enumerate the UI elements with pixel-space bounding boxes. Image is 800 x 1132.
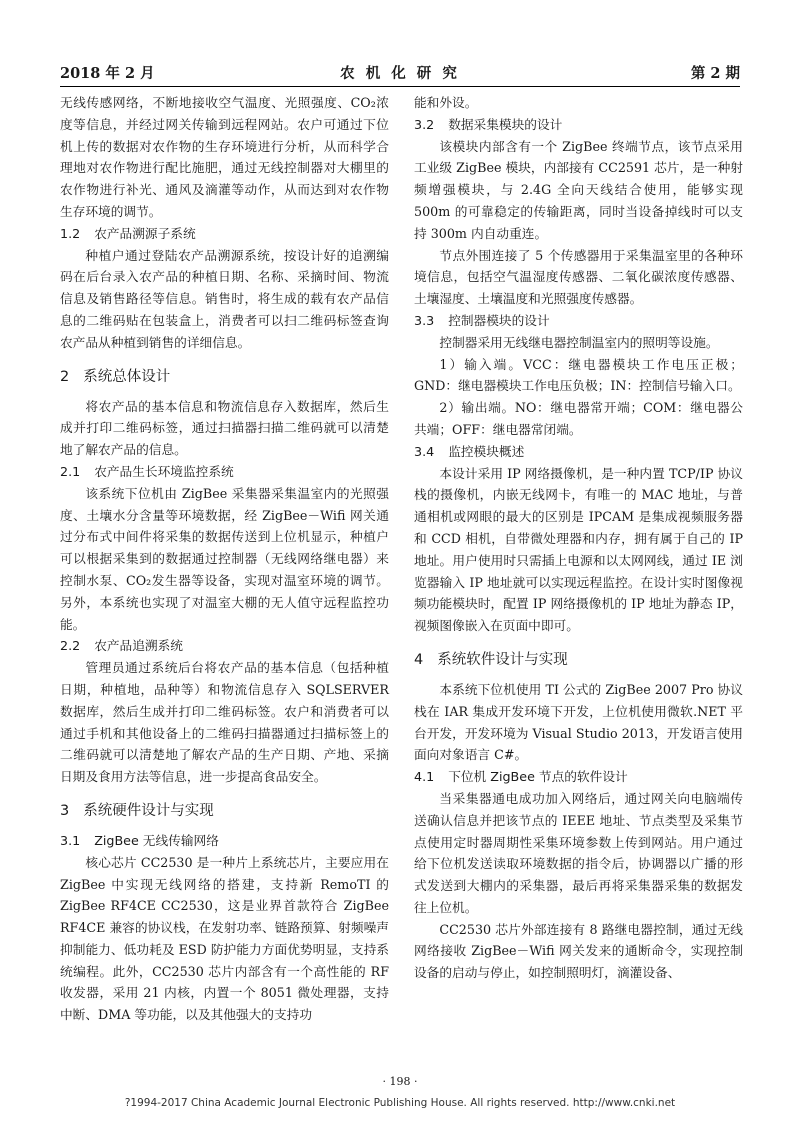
subsection-heading bbox=[60, 223, 389, 245]
header-issue: 第 2 期 bbox=[690, 65, 740, 82]
right-column bbox=[414, 92, 743, 984]
subsection-heading bbox=[414, 441, 743, 463]
subsection-heading bbox=[60, 461, 389, 483]
heading-number: 3.1 bbox=[60, 832, 81, 848]
paragraph: 核心芯片 CC2530 是一种片上系统芯片，主要应用在 ZigBee 中实现无线网络的搭建，支持新 RemoTI 的 ZigBee RF4CE CC2530，这是业界首款符合 ZigBee RF4CE 兼容的协议栈，在发射功率、链路预算、射频噪声抑制能力、低功耗及 ESD 防护能力方面优势明显，支持系统编程。此外，CC2530 芯片内部含有一个高性能的 RF 收发器，采用 21 内核，内置一个 8051 微处理器，支持中断、DMA 等功能，以及其他强大的支持功 bbox=[60, 854, 389, 1023]
heading-text: 系统硬件设计与实现 bbox=[83, 802, 214, 819]
heading-number: 4.1 bbox=[414, 769, 435, 785]
heading-text: 系统软件设计与实现 bbox=[437, 651, 568, 668]
header-journal-title: 农 机 化 研 究 bbox=[340, 65, 460, 82]
paragraph: 1）输入端。VCC：继电器模块工作电压正极；GND：继电器模块工作电压负极；IN：控制信号输入口。 bbox=[414, 356, 743, 394]
running-header bbox=[60, 58, 740, 84]
heading-number: 3.2 bbox=[414, 116, 435, 132]
heading-text: ZigBee 无线传输网络 bbox=[94, 832, 219, 848]
paragraph: 节点外围连接了 5 个传感器用于采集温室里的各种环境信息，包括空气温湿度传感器、二氧化碳浓度传感器、土壤湿度、土壤温度和光照强度传感器。 bbox=[414, 247, 743, 307]
heading-number: 3.3 bbox=[414, 312, 435, 328]
paragraph: 种植户通过登陆农产品溯源系统，按设计好的追溯编码在后台录入农产品的种植日期、名称、采摘时间、物流信息及销售路径等信息。销售时，将生成的载有农产品信息的二维码贴在包装盒上，消费者可以扫二维码标签查询农产品从种植到销售的详细信息。 bbox=[60, 247, 389, 350]
header-rule bbox=[60, 86, 740, 87]
heading-text: 系统总体设计 bbox=[83, 368, 171, 385]
paragraph: 将农产品的基本信息和物流信息存入数据库，然后生成并打印二维码标签，通过扫描器扫描二维码就可以清楚地了解农产品的信息。 bbox=[60, 398, 389, 458]
paragraph: 控制器采用无线继电器控制温室内的照明等设施。 bbox=[439, 334, 719, 350]
subsection-heading bbox=[60, 830, 389, 852]
paragraph: 能和外设。 bbox=[414, 95, 478, 110]
heading-text: 控制器模块的设计 bbox=[448, 312, 550, 328]
subsection-heading bbox=[60, 635, 389, 657]
paragraph: 该系统下位机由 ZigBee 采集器采集温室内的光照强度、土壤水分含量等环境数据，经 ZigBee－Wifi 网关通过分布式中间件将采集的数据传送到上位机显示，种植户可以根据采集到的数据通过控制器（无线网络继电器）来控制水泵、CO₂发生器等设备，实现对温室环境的调节。另外，本系统也实现了对温室大棚的无人值守远程监控功能。 bbox=[60, 485, 389, 632]
paragraph: CC2530 芯片外部连接有 8 路继电器控制，通过无线网络接收 ZigBee－Wifi 网关发来的通断命令，实现控制设备的启动与停止，如控制照明灯，滴灌设备、 bbox=[414, 921, 743, 981]
paragraph: 管理员通过系统后台将农产品的基本信息（包括种植日期，种植地，品种等）和物流信息存入 SQLSERVER 数据库，然后生成并打印二维码标签。农户和消费者可以通过手机和其他设备上的二维码扫描器通过扫描标签上的二维码就可以清楚地了解农产品的生产日期、产地、采摘日期及食用方法等信息，进一步提高食品安全。 bbox=[60, 660, 389, 785]
heading-text: 监控模块概述 bbox=[448, 443, 525, 459]
paragraph: 本系统下位机使用 TI 公式的 ZigBee 2007 Pro 协议栈在 IAR 集成开发环境下开发，上位机使用微软.NET 平台开发，开发环境为 Visual Studio 2013，开发语言使用面向对象语言 C#。 bbox=[414, 681, 743, 763]
paragraph: 该模块内部含有一个 ZigBee 终端节点，该节点采用工业级 ZigBee 模块，内部接有 CC2591 芯片，是一种射频增强模块，与 2.4G 全向天线结合使用，能够实现 500m 的可靠稳定的传输距离，同时当设备掉线时可以支持 300m 内自动重连。 bbox=[414, 138, 743, 241]
paragraph: 2）输出端。NO：继电器常开端；COM：继电器公共端；OFF：继电器常闭端。 bbox=[414, 400, 743, 437]
heading-number: 2.1 bbox=[60, 463, 81, 479]
section-heading bbox=[414, 649, 743, 671]
paragraph: 本设计采用 IP 网络摄像机，是一种内置 TCP/IP 协议栈的摄像机，内嵌无线网卡，有唯一的 MAC 地址，与普通相机或网眼的最大的区别是 IPCAM 是集成视频服务器和 CCD 相机，自带微处理器和内存，拥有属于自己的 IP 地址。用户使用时只需插上电源和以太网网线，通过 IE 浏览器输入 IP 地址就可以实现远程监控。在设计实时图像视频功能模块时，配置 IP 网络摄像机的 IP 地址为静态 IP，视频图像嵌入在页面中即可。 bbox=[414, 465, 743, 634]
left-column bbox=[60, 92, 389, 1026]
subsection-heading bbox=[414, 766, 743, 788]
heading-number: 1.2 bbox=[60, 225, 81, 241]
page-number: · 198 · bbox=[382, 1075, 418, 1088]
heading-text: 农产品追溯系统 bbox=[94, 638, 183, 654]
heading-text: 农产品生长环境监控系统 bbox=[94, 463, 234, 479]
heading-text: 数据采集模块的设计 bbox=[448, 116, 563, 132]
heading-text: 农产品溯源子系统 bbox=[94, 225, 196, 241]
heading-number: 2 bbox=[60, 368, 70, 385]
heading-number: 2.2 bbox=[60, 638, 81, 654]
subsection-heading bbox=[414, 114, 743, 136]
heading-number: 3.4 bbox=[414, 443, 435, 459]
heading-number: 3 bbox=[60, 802, 70, 819]
section-heading bbox=[60, 366, 389, 388]
header-date: 2018 年 2 月 bbox=[60, 65, 155, 82]
subsection-heading bbox=[414, 310, 743, 332]
section-heading bbox=[60, 800, 389, 822]
copyright-line: ?1994-2017 China Academic Journal Electronic Publishing House. All rights reserved. http://www.cnki.net bbox=[124, 1097, 676, 1109]
paragraph: 无线传感网络，不断地接收空气温度、光照强度、CO₂浓度等信息，并经过网关传输到远程网站。农户可通过下位机上传的数据对农作物的生存环境进行分析，从而科学合理地对农作物进行配比施肥，通过无线控制器对大棚里的农作物进行补光、通风及滴灌等动作，从而达到对农作物生存环境的调节。 bbox=[60, 95, 389, 219]
heading-text: 下位机 ZigBee 节点的软件设计 bbox=[448, 769, 628, 785]
heading-number: 4 bbox=[414, 651, 424, 668]
paragraph: 当采集器通电成功加入网络后，通过网关向电脑端传送确认信息并把该节点的 IEEE 地址、节点类型及采集节点使用定时器周期性采集环境参数上传到网站。用户通过给下位机发送读取环境数据的指令后，协调器以广播的形式发送到大棚内的采集器，最后再将采集器采集的数据发往上位机。 bbox=[414, 790, 743, 915]
